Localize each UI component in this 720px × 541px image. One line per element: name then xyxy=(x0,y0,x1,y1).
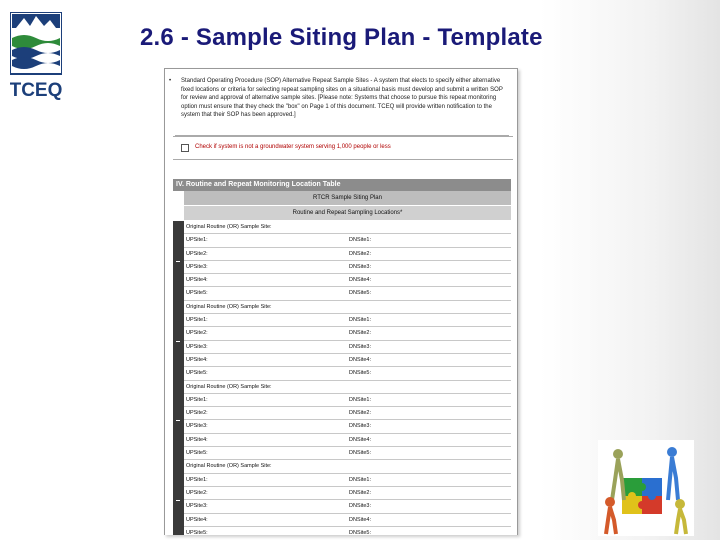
downstream-site-label: DNSite5: xyxy=(349,290,372,297)
table-title: RTCR Sample Siting Plan xyxy=(184,191,511,206)
table-subtitle: Routine and Repeat Sampling Locations* xyxy=(184,206,511,221)
downstream-site-label: DNSite4: xyxy=(349,356,372,363)
downstream-site-label: DNSite4: xyxy=(349,436,372,443)
puzzle-team-icon xyxy=(598,440,694,536)
or-sample-site-row: Original Routine (OR) Sample Site: xyxy=(184,221,511,234)
upstream-site-label: UPSite1: xyxy=(186,476,208,483)
downstream-site-label: DNSite5: xyxy=(349,450,372,457)
groundwater-checkbox-row xyxy=(181,142,511,154)
or-sample-site-row: Original Routine (OR) Sample Site: xyxy=(184,460,511,473)
site-group xyxy=(173,221,511,301)
or-sample-site-row: Original Routine (OR) Sample Site: xyxy=(184,381,511,394)
upstream-site-label: UPSite1: xyxy=(186,317,208,324)
sop-paragraph-block xyxy=(169,77,509,136)
table-row xyxy=(184,354,511,367)
upstream-site-label: UPSite2: xyxy=(186,330,208,337)
downstream-site-label: DNSite3: xyxy=(349,503,372,510)
site-group xyxy=(173,381,511,461)
group-side-bar xyxy=(173,221,184,301)
table-row xyxy=(184,434,511,447)
downstream-site-label: DNSite5: xyxy=(349,529,372,535)
downstream-site-label: DNSite1: xyxy=(349,317,372,324)
downstream-site-label: DNSite2: xyxy=(349,330,372,337)
downstream-site-label: DNSite5: xyxy=(349,370,372,377)
group-dash xyxy=(176,420,180,421)
downstream-site-label: DNSite1: xyxy=(349,476,372,483)
upstream-site-label: UPSite5: xyxy=(186,450,208,457)
group-side-bar xyxy=(173,301,184,381)
downstream-site-label: DNSite3: xyxy=(349,423,372,430)
table-row xyxy=(184,248,511,261)
downstream-site-label: DNSite4: xyxy=(349,516,372,523)
upstream-site-label: UPSite1: xyxy=(186,396,208,403)
table-row xyxy=(184,341,511,354)
upstream-site-label: UPSite3: xyxy=(186,423,208,430)
group-dash xyxy=(176,341,180,342)
table-row xyxy=(184,420,511,433)
downstream-site-label: DNSite2: xyxy=(349,250,372,257)
upstream-site-label: UPSite4: xyxy=(186,516,208,523)
table-row xyxy=(184,447,511,460)
table-body xyxy=(173,221,511,535)
upstream-site-label: UPSite3: xyxy=(186,503,208,510)
table-row xyxy=(184,327,511,340)
downstream-site-label: DNSite2: xyxy=(349,410,372,417)
upstream-site-label: UPSite2: xyxy=(186,489,208,496)
table-row xyxy=(184,474,511,487)
upstream-site-label: UPSite5: xyxy=(186,370,208,377)
or-sample-site-row: Original Routine (OR) Sample Site: xyxy=(184,301,511,314)
table-row xyxy=(184,487,511,500)
table-row xyxy=(184,394,511,407)
sop-paragraph: Standard Operating Procedure (SOP) Alternative Repeat Sample Sites - A system that elects to specify either alternative fixed locations or criteria for selecting repeat sampling sites on a situational basis must develop and submit a written SOP for review and approval of alternative sample sites. [Please note: Systems that choose to pursue this repeat monitoring option must ensure that they check the "box" on Page 1 of this document. TCEQ will provide written notification to the system that their SOP has been approved.] xyxy=(181,78,503,118)
table-row xyxy=(184,527,511,535)
downstream-site-label: DNSite3: xyxy=(349,263,372,270)
bullet-icon: • xyxy=(169,78,172,84)
upstream-site-label: UPSite4: xyxy=(186,356,208,363)
upstream-site-label: UPSite3: xyxy=(186,263,208,270)
downstream-site-label: DNSite3: xyxy=(349,343,372,350)
downstream-site-label: DNSite1: xyxy=(349,396,372,403)
document-page xyxy=(164,68,518,535)
table-row xyxy=(184,367,511,380)
table-row xyxy=(184,287,511,300)
group-side-bar xyxy=(173,381,184,461)
upstream-site-label: UPSite5: xyxy=(186,529,208,535)
upstream-site-label: UPSite3: xyxy=(186,343,208,350)
monitoring-location-table xyxy=(173,191,511,535)
upstream-site-label: UPSite2: xyxy=(186,410,208,417)
tceq-logo-icon xyxy=(10,12,62,100)
divider xyxy=(173,136,513,137)
table-row xyxy=(184,314,511,327)
table-row xyxy=(184,274,511,287)
upstream-site-label: UPSite2: xyxy=(186,250,208,257)
groundwater-checkbox-label: Check if system is not a groundwater system serving 1,000 people or less xyxy=(195,144,391,150)
upstream-site-label: UPSite4: xyxy=(186,436,208,443)
upstream-site-label: UPSite4: xyxy=(186,277,208,284)
section-heading: IV. Routine and Repeat Monitoring Location Table xyxy=(173,179,511,191)
svg-text:TCEQ: TCEQ xyxy=(10,80,62,100)
slide-title: 2.6 - Sample Siting Plan - Template xyxy=(140,24,543,51)
downstream-site-label: DNSite4: xyxy=(349,277,372,284)
upstream-site-label: UPSite1: xyxy=(186,237,208,244)
table-row xyxy=(184,234,511,247)
group-dash xyxy=(176,261,180,262)
downstream-site-label: DNSite1: xyxy=(349,237,372,244)
groundwater-checkbox[interactable] xyxy=(181,144,189,152)
table-row xyxy=(184,407,511,420)
upstream-site-label: UPSite5: xyxy=(186,290,208,297)
table-row xyxy=(184,514,511,527)
group-dash xyxy=(176,500,180,501)
site-group xyxy=(173,460,511,535)
divider xyxy=(173,159,513,160)
table-row xyxy=(184,500,511,513)
table-row xyxy=(184,261,511,274)
site-group xyxy=(173,301,511,381)
group-side-bar xyxy=(173,460,184,535)
downstream-site-label: DNSite2: xyxy=(349,489,372,496)
